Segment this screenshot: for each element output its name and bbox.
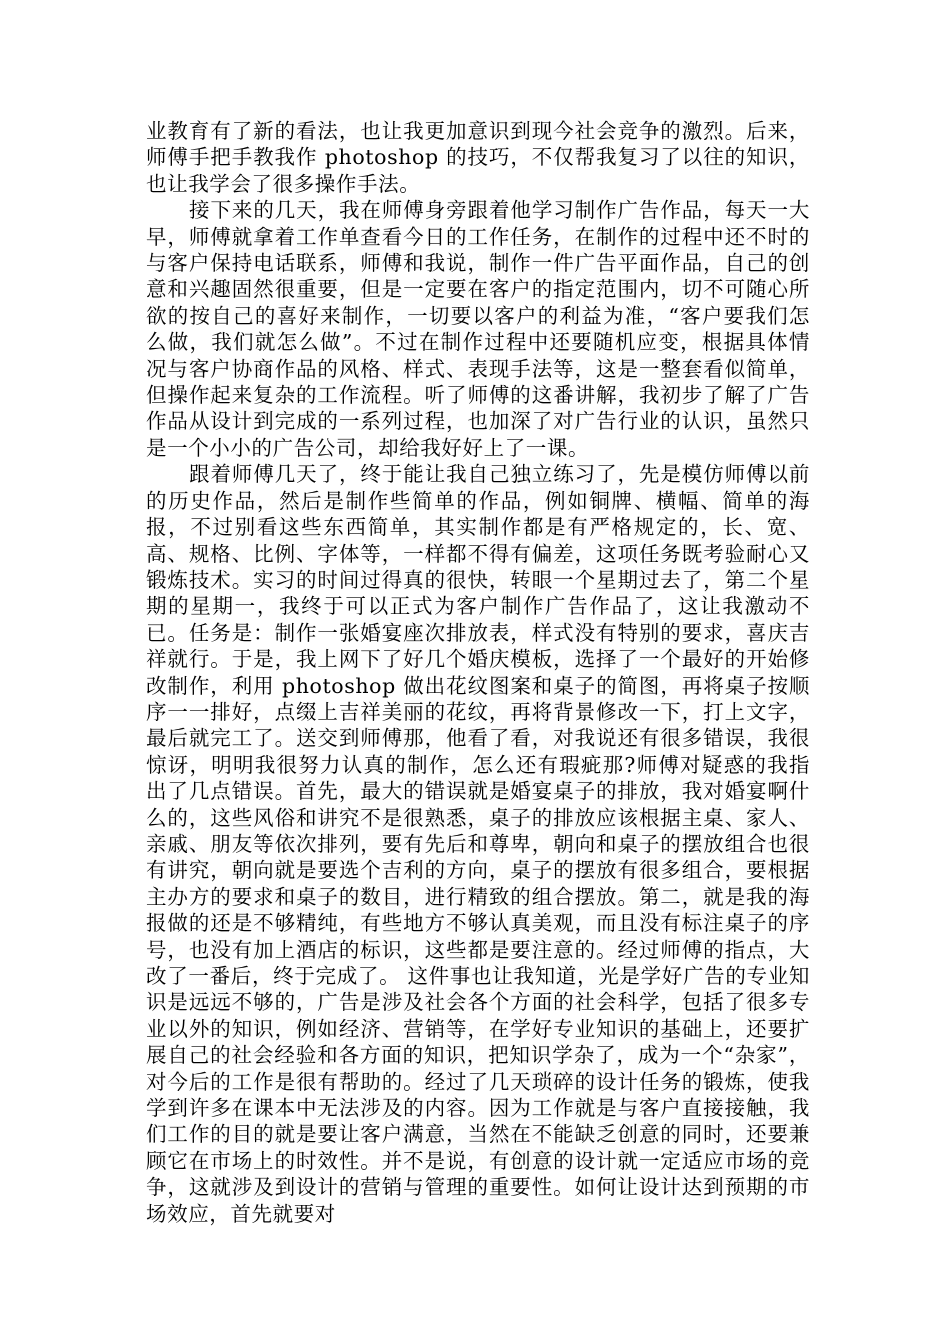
paragraph-continuation: 业教育有了新的看法，也让我更加意识到现今社会竞争的激烈。后来，师傅手把手教我作 photoshop 的技巧，不仅帮我复习了以往的知识，也让我学会了很多操作手法。 [146,119,810,196]
paragraph-independent-practice: 跟着师傅几天了，终于能让我自己独立练习了，先是模仿师傅以前的历史作品，然后是制作些简单的作品，例如铜牌、横幅、简单的海报，不过别看这些东西简单，其实制作都是有严格规定的，长、宽、高、规格、比例、字体等，一样都不得有偏差，这项任务既考验耐心又锻炼技术。实习的时间过得真的很快，转眼一个星期过去了，第二个星期的星期一，我终于可以正式为客户制作广告作品了，这让我激动不已。任务是：制作一张婚宴座次排放表，样式没有特别的要求，喜庆吉祥就行。于是，我上网下了好几个婚庆模板，选择了一个最好的开始修改制作，利用 photoshop 做出花纹图案和桌子的简图，再将桌子按顺序一一排好，点缀上吉祥美丽的花纹，再将背景修改一下，打上文字，最后就完工了。送交到师傅那，他看了看，对我说还有很多错误，我很惊讶，明明我很努力认真的制作，怎么还有瑕疵那?师傅对疑惑的我指出了几点错误。首先，最大的错误就是婚宴桌子的排放，我对婚宴啊什么的，这些风俗和讲究不是很熟悉，桌子的排放应该根据主桌、家人、亲戚、朋友等依次排列，要有先后和尊卑，朝向和桌子的摆放组合也很有讲究，朝向就是要选个吉利的方向，桌子的摆放有很多组合，要根据主办方的要求和桌子的数目，进行精致的组合摆放。第二，就是我的海报做的还是不够精纯，有些地方不够认真美观，而且没有标注桌子的序号，也没有加上酒店的标识，这些都是要注意的。经过师傅的指点，大改了一番后，终于完成了。 这件事也让我知道，光是学好广告的专业知识是远远不够的，广告是涉及社会各个方面的社会科学，包括了很多专业以外的知识，例如经济、营销等，在学好专业知识的基础上，还要扩展自己的社会经验和各方面的知识，把知识学杂了，成为一个“杂家”，对今后的工作是很有帮助的。经过了几天琐碎的设计任务的锻炼，使我学到许多在课本中无法涉及的内容。因为工作就是与客户直接接触，我们工作的目的就是要让客户满意，当然在不能缺乏创意的同时，还要兼顾它在市场上的时效性。并不是说，有创意的设计就一定适应市场的竞争，这就涉及到设计的营销与管理的重要性。如何让设计达到预期的市场效应，首先就要对 [146,462,810,1226]
paragraph-learning-ad-production: 接下来的几天，我在师傅身旁跟着他学习制作广告作品，每天一大早，师傅就拿着工作单查看今日的工作任务，在制作的过程中还不时的与客户保持电话联系，师傅和我说，制作一件广告平面作品，自己的创意和兴趣固然很重要，但是一定要在客户的指定范围内，切不可随心所欲的按自己的喜好来制作，一切要以客户的利益为准，“客户要我们怎么做，我们就怎么做”。不过在制作过程中还要随机应变，根据具体情况与客户协商作品的风格、样式、表现手法等，这是一整套看似简单，但操作起来复杂的工作流程。听了师傅的这番讲解，我初步了解了广告作品从设计到完成的一系列过程，也加深了对广告行业的认识，虽然只是一个小小的广告公司，却给我好好上了一课。 [146,198,810,460]
document-body [146,118,810,1227]
